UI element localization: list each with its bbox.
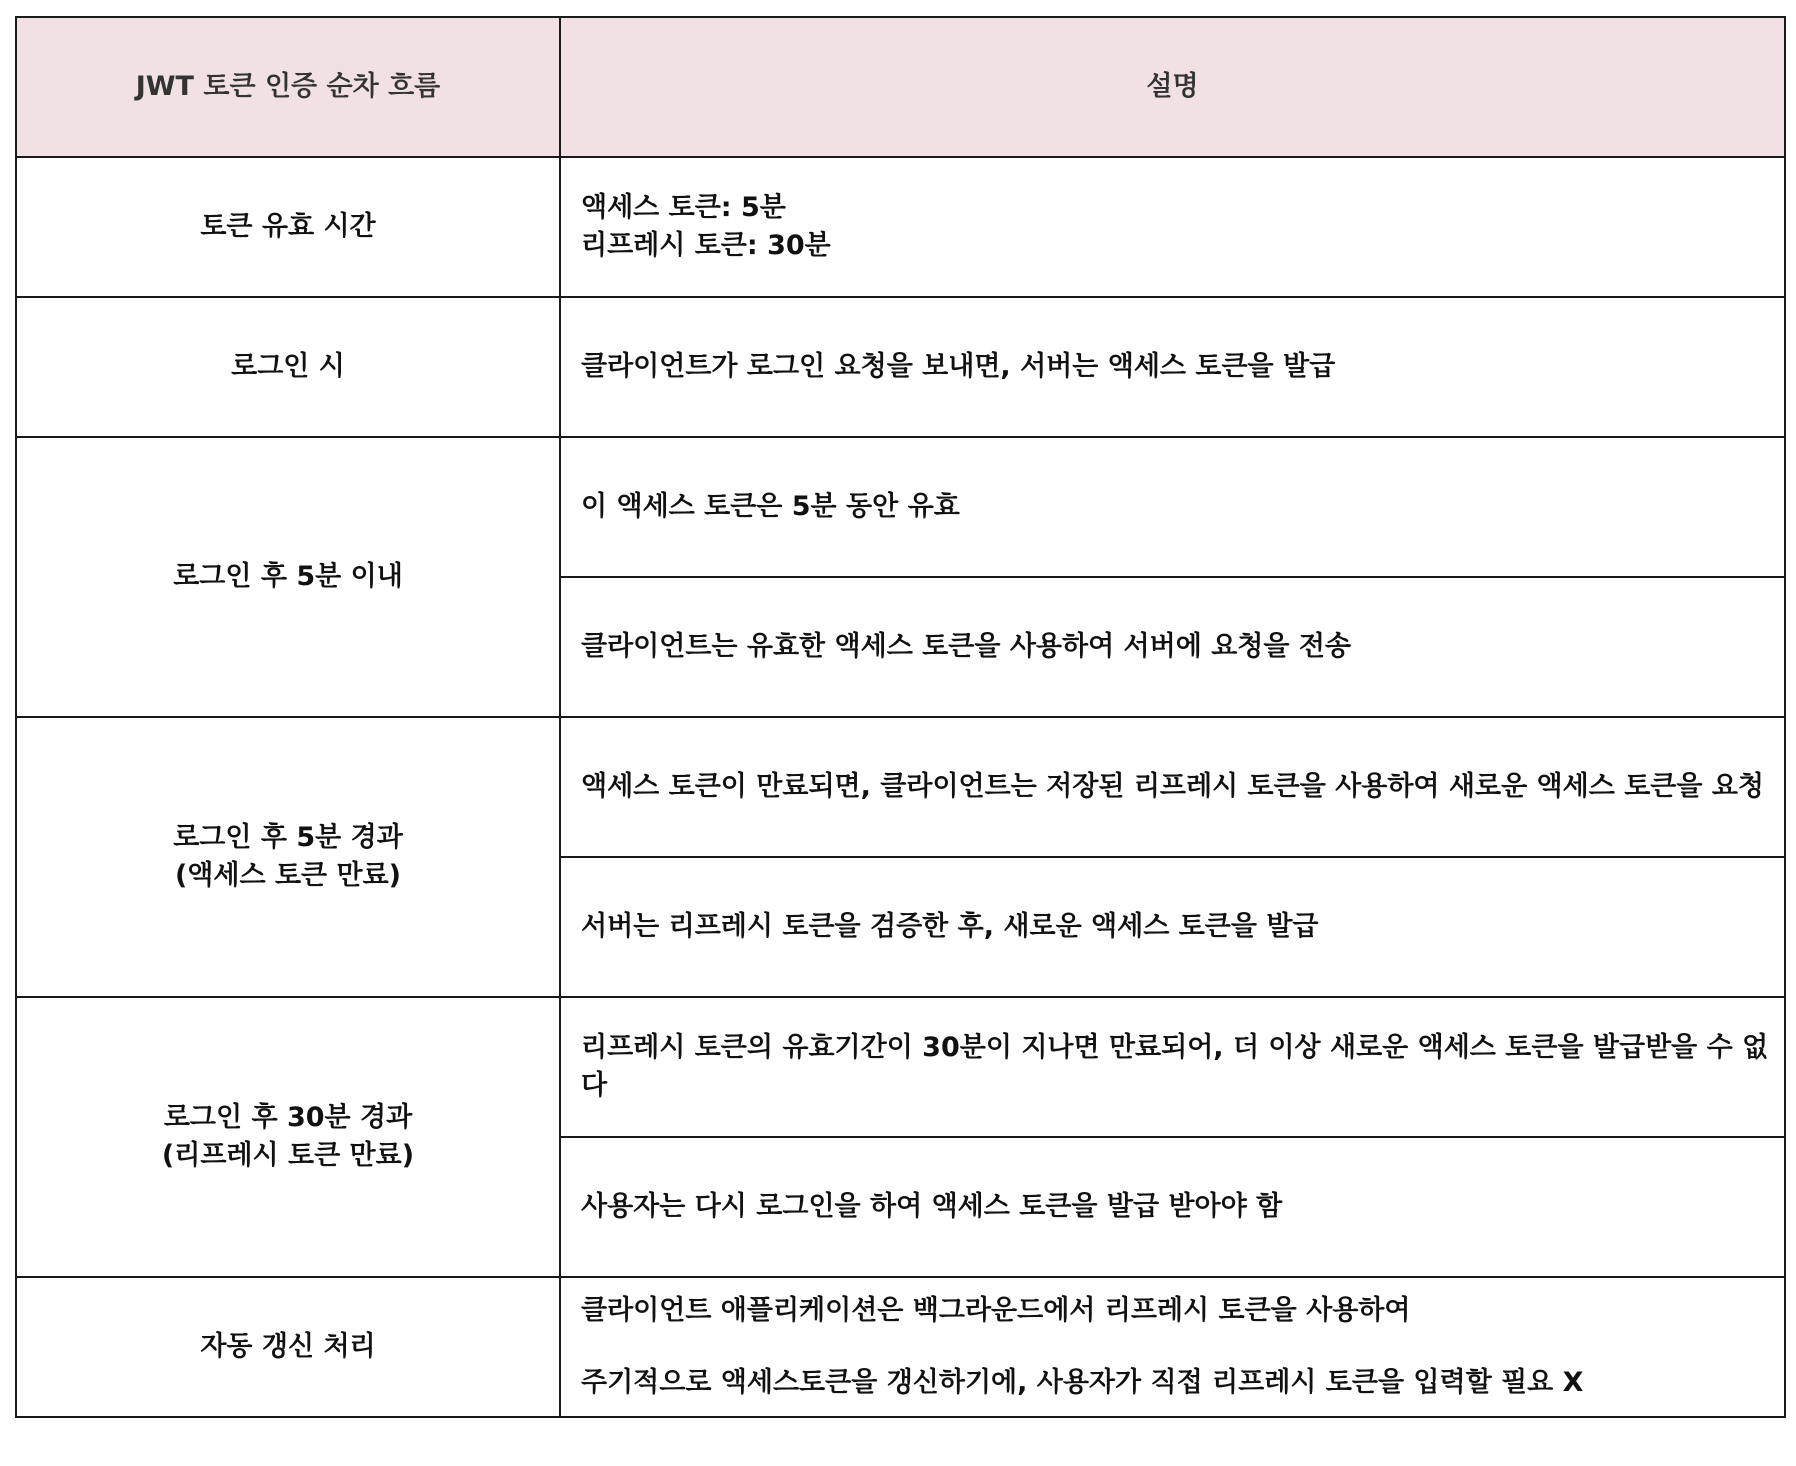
table-row: [16, 437, 1785, 577]
description-line: 사용자는 다시 로그인을 하여 액세스 토큰을 발급 받아야 함: [581, 1191, 1283, 1222]
table-row: [16, 157, 1785, 297]
step-sublabel: (액세스 토큰 만료): [174, 860, 402, 891]
description-cell: [560, 1137, 1785, 1277]
description-cell: [560, 1277, 1785, 1417]
step-cell: [16, 717, 560, 997]
step-sublabel: (리프레시 토큰 만료): [161, 1140, 415, 1171]
jwt-flow-table: [15, 16, 1786, 1418]
table-row: [16, 717, 1785, 857]
description-cell: [560, 297, 1785, 437]
description-spacer: [581, 1330, 1772, 1364]
description-line: 클라이언트가 로그인 요청을 보내면, 서버는 액세스 토큰을 발급: [581, 351, 1336, 382]
step-cell: [16, 1277, 560, 1417]
header-description: 설명: [560, 17, 1785, 157]
table-row: [16, 997, 1785, 1137]
description-line: 주기적으로 액세스토큰을 갱신하기에, 사용자가 직접 리프레시 토큰을 입력할 필요 X: [581, 1367, 1584, 1398]
step-cell: [16, 297, 560, 437]
description-cell: [560, 857, 1785, 997]
description-cell: [560, 577, 1785, 717]
jwt-flow-table-wrapper: [15, 16, 1786, 1418]
description-line: 클라이언트는 유효한 액세스 토큰을 사용하여 서버에 요청을 전송: [581, 631, 1352, 662]
step-label: 로그인 후 30분 경과: [163, 1102, 413, 1133]
description-line: 서버는 리프레시 토큰을 검증한 후, 새로운 액세스 토큰을 발급: [581, 911, 1319, 942]
table-row: [16, 1277, 1785, 1417]
description-cell: [560, 997, 1785, 1137]
step-label: 토큰 유효 시간: [200, 211, 376, 242]
description-line: 리프레시 토큰: 30분: [581, 230, 831, 261]
header-step: JWT 토큰 인증 순차 흐름: [16, 17, 560, 157]
step-label: 로그인 후 5분 이내: [173, 561, 403, 592]
step-label: 로그인 후 5분 경과: [173, 822, 403, 853]
step-label: 자동 갱신 처리: [200, 1331, 376, 1362]
step-cell: [16, 437, 560, 717]
table-row: [16, 297, 1785, 437]
step-cell: [16, 997, 560, 1277]
description-cell: [560, 717, 1785, 857]
description-cell: [560, 157, 1785, 297]
table-header-row: [16, 17, 1785, 157]
description-cell: [560, 437, 1785, 577]
description-line: 액세스 토큰: 5분: [581, 192, 786, 223]
description-line: 리프레시 토큰의 유효기간이 30분이 지나면 만료되어, 더 이상 새로운 액세스 토큰을 발급받을 수 없다: [581, 1032, 1769, 1101]
step-label: 로그인 시: [231, 351, 345, 382]
description-line: 이 액세스 토큰은 5분 동안 유효: [581, 491, 960, 522]
step-cell: [16, 157, 560, 297]
description-line: 클라이언트 애플리케이션은 백그라운드에서 리프레시 토큰을 사용하여: [581, 1295, 1411, 1326]
description-line: 액세스 토큰이 만료되면, 클라이언트는 저장된 리프레시 토큰을 사용하여 새로운 액세스 토큰을 요청: [581, 771, 1765, 802]
